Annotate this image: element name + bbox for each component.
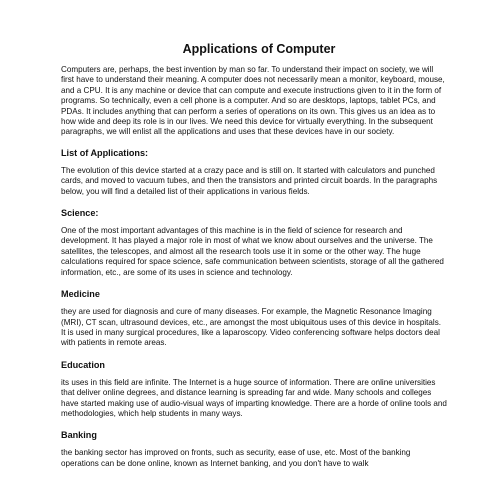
section-body-medicine: they are used for diagnosis and cure of many diseases. For example, the Magnetic Resonance Imaging (MRI), CT scan, ultrasound devices, etc., are amongst the most ubiquitous uses of this device in hospitals. It is used in many surgical procedures, like a laparoscopy. Video conferencing software helps doctors deal with patients in remote areas. — [61, 307, 441, 348]
intro-paragraph: Computers are, perhaps, the best invention by man so far. To understand their impact on society, we will first have to understand their meaning. A computer does not necessarily mean a monitor, keyboard, mouse, and a CPU. It is any machine or device that can compute and execute instructions given to it in the form of programs. So technically, even a cell phone is a computer. And so are desktops, laptops, tablet PCs, and PDAs. It includes anything that can perform a series of operations on its own. This gives us an idea as to how wide and deep its role is in our lives. We need this device for virtually everything. In the subsequent paragraphs, we will enlist all the applications and uses that these devices have in our society. — [61, 65, 445, 137]
section-heading-medicine: Medicine — [61, 289, 100, 300]
section-heading-science: Science: — [61, 208, 99, 219]
page-title: Applications of Computer — [182, 42, 336, 56]
section-heading-banking: Banking — [61, 430, 97, 441]
section-body-list-of-applications: The evolution of this device started at a crazy pace and is still on. It started with calculators and punched cards, and moved to vacuum tubes, and then the transistors and printed circuit boards. In the paragraphs below, you will find a detailed list of their applications in various fields. — [61, 165, 438, 196]
section-heading-education: Education — [61, 359, 105, 370]
section-body-education: its uses in this field are infinite. The Internet is a huge source of information. There are online universities that deliver online degrees, and distance learning is spreading far and wide. Many schools and colleges have started making use of audio-visual ways of imparting knowledge. There are a horde of online tools and methodologies, which help students in many ways. — [61, 377, 447, 418]
section-body-science: One of the most important advantages of this machine is in the field of science for research and development. It has played a major role in most of what we know about ourselves and the universe. The satellites, the telescopes, and almost all the research tools use it in some or the other way. The huge calculations required for space science, safe communication between scientists, storage of all the gathered information, etc., are some of its uses in science and technology. — [61, 226, 444, 277]
section-body-banking: the banking sector has improved on fronts, such as security, ease of use, etc. Most of the banking operations can be done online, known as Internet banking, and you don't have to walk — [61, 448, 411, 468]
section-heading-list-of-applications: List of Applications: — [61, 147, 149, 158]
